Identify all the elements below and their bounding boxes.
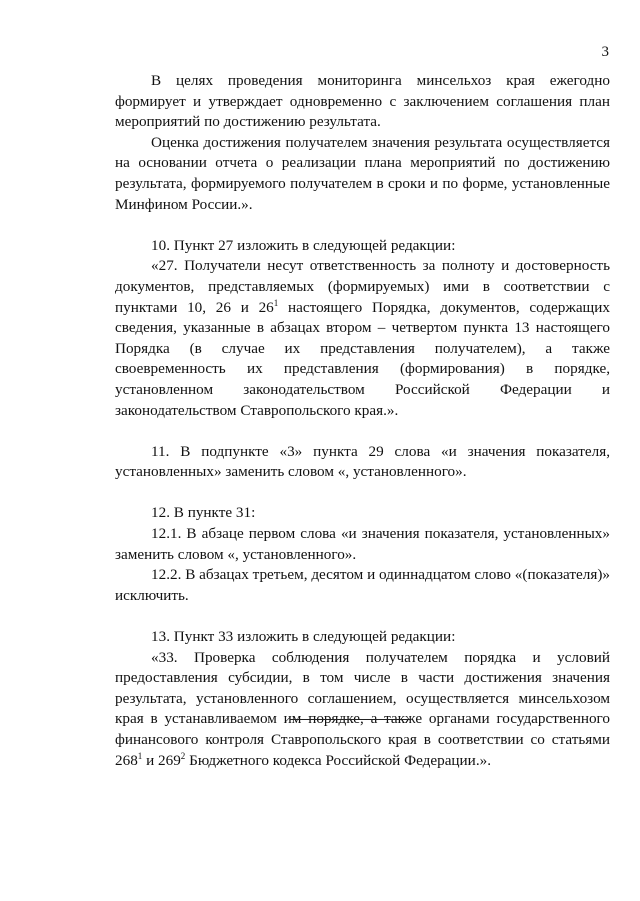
item-10-superscript: 1 [273,297,279,308]
item-13-text [115,648,610,772]
item-10-text [115,256,610,421]
item-13-superscript-2: 2 [180,750,186,761]
item-13-text-part-c: Бюджетного кодекса Российской Федерации.». [185,751,492,769]
spacer [115,215,610,236]
spacer [115,606,610,627]
item-12-2: 12.2. В абзацах третьем, десятом и одиннадцатом слово «(показателя)» исключить. [115,566,610,604]
end-divider-line [290,719,410,720]
item-10-text-part-a: «27. Получатели несут ответственность за полноту и достоверность документов, представляемых (формируемых) ими в соответствии с пунктами 10, 26 и 26 [115,257,610,316]
page-number: 3 [601,44,609,60]
item-12-1: 12.1. В абзаце первом слова «и значения показателя, установленных» заменить словом «, установленного». [115,525,610,563]
document-body [115,71,610,771]
item-12-heading: 12. В пункте 31: [151,504,256,522]
item-10-text-part-b: настоящего Порядка, документов, содержащих сведения, указанные в абзацах втором – четвертом пункта 13 настоящего Порядка (в случае их представления получателем), а также своевременность их представления (формирования) в порядке, установленном законодательством Российской Федерации и законодательством Ставропольского края.». [115,298,610,419]
item-13-heading: 13. Пункт 33 изложить в следующей редакции: [151,628,456,646]
item-11: 11. В подпункте «3» пункта 29 слова «и значения показателя, установленных» заменить словом «, установленного». [115,442,610,481]
item-13-superscript-1: 1 [137,750,143,761]
paragraph-monitoring: В целях проведения мониторинга минсельхоз края ежегодно формирует и утверждает одновременно с заключением соглашения план мероприятий по достижению результата. [115,72,610,131]
item-13-text-part-b: и 269 [142,751,181,769]
paragraph-assessment: Оценка достижения получателем значения результата осуществляется на основании отчета о реализации плана мероприятий по достижению результата, формируемого получателем в сроки и по форме, установленные Минфином России.». [115,133,610,213]
item-10-heading: 10. Пункт 27 изложить в следующей редакции: [151,236,456,254]
spacer [115,483,610,504]
spacer [115,421,610,442]
item-13-text-part-a: «33. Проверка соблюдения получателем порядка и условий предоставления субсидии, в том числе в части достижения значения результата, установленного соглашением, осуществляется минсельхозом края в устанавливаемом им порядке, а также органами государственного финансового контроля Ставропольского края в соответствии со статьями 268 [115,648,610,769]
